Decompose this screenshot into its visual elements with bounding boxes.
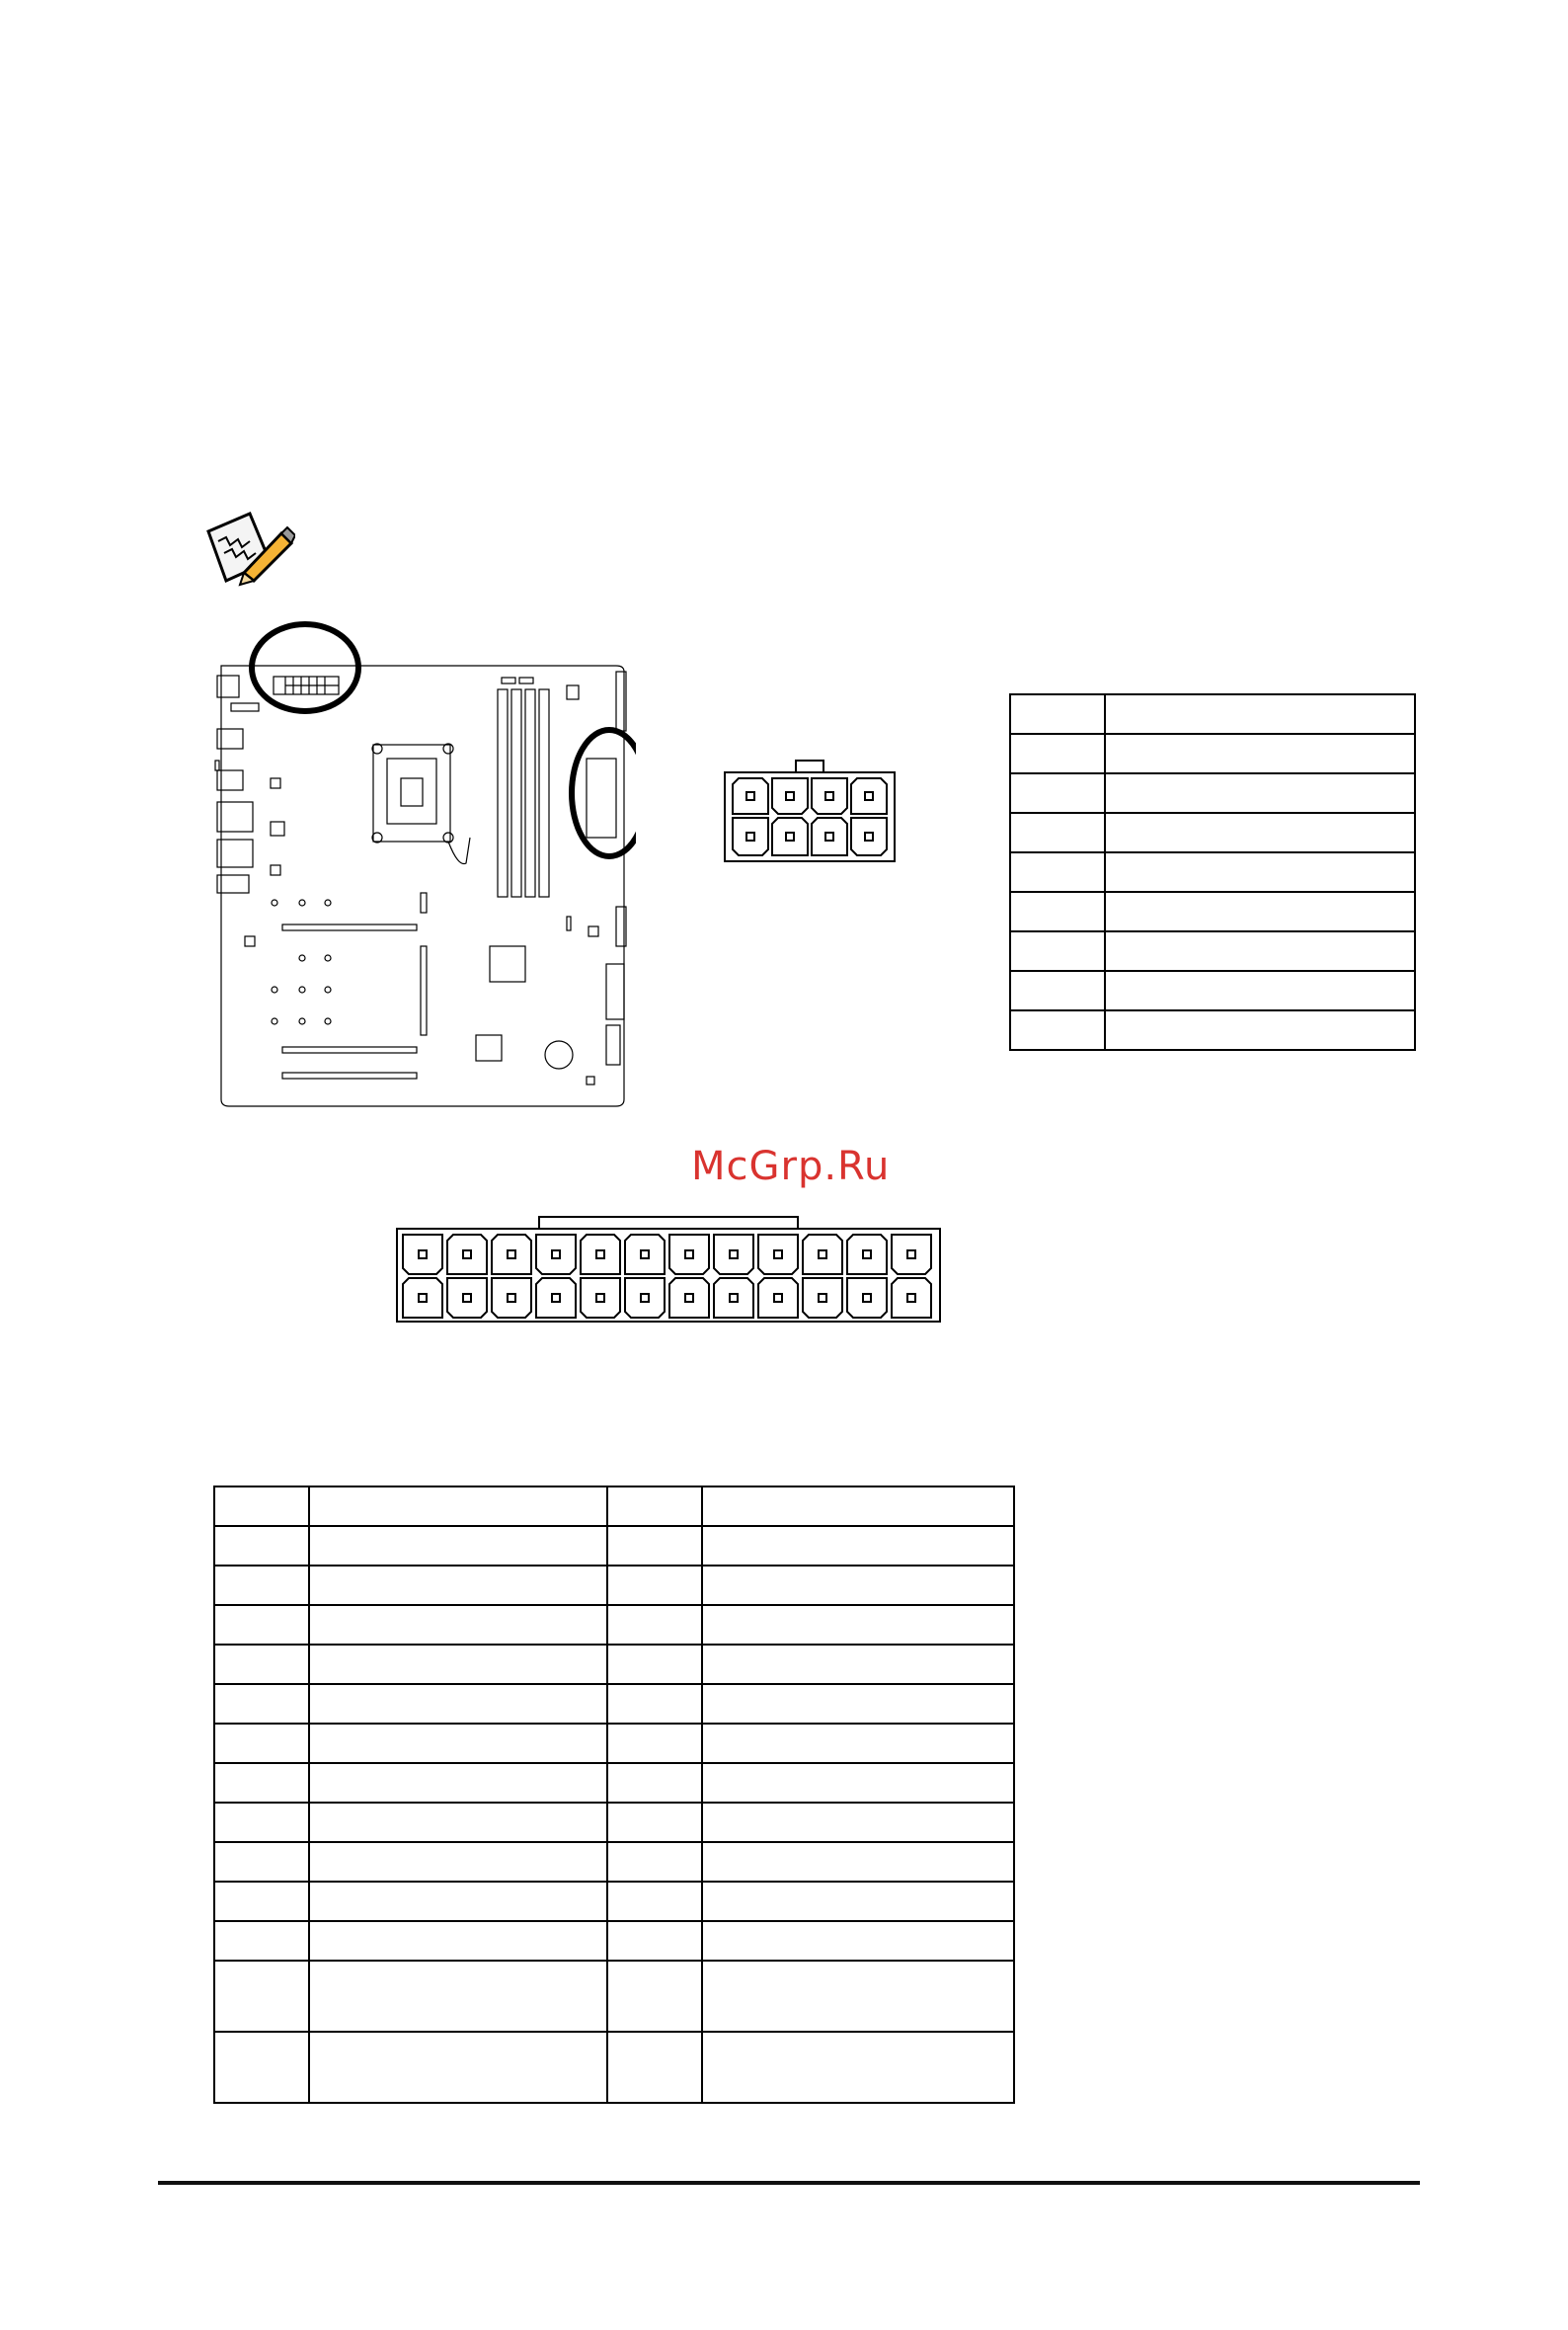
atx12v-pinout-table: [1009, 693, 1416, 1051]
connector-pin: [851, 778, 887, 814]
table-cell: [214, 1921, 309, 1961]
connector-pin: [847, 1278, 887, 1318]
table-cell: [702, 2032, 1014, 2103]
table-row: [1010, 971, 1415, 1010]
table-row: [1010, 734, 1415, 773]
pin-contact: [596, 1294, 604, 1302]
table-cell: [702, 1763, 1014, 1803]
table-cell: [702, 1645, 1014, 1684]
connector-pin: [772, 778, 808, 814]
pin-contact: [819, 1250, 826, 1258]
table-cell: [214, 2032, 309, 2103]
table-cell: [702, 1803, 1014, 1842]
board-outline: [221, 666, 624, 1106]
table-row: [214, 1526, 1014, 1566]
table-cell: [309, 1961, 607, 2032]
table-cell: [702, 1684, 1014, 1724]
table-cell: [309, 2032, 607, 2103]
watermark-text: McGrp.Ru: [691, 1144, 891, 1189]
table-cell: [1010, 971, 1105, 1010]
connector-pin: [803, 1235, 842, 1274]
table-cell: [309, 1684, 607, 1724]
table-cell: [214, 1882, 309, 1921]
table-cell: [702, 1882, 1014, 1921]
atx24-header: [587, 759, 616, 838]
atx-pinout-table: [213, 1486, 1015, 2104]
pin-contact: [863, 1250, 871, 1258]
pin-contact: [596, 1250, 604, 1258]
table-row: [214, 1486, 1014, 1526]
connector-pin: [581, 1278, 620, 1318]
pin-contact: [419, 1250, 427, 1258]
pin-contact: [641, 1250, 649, 1258]
table-cell: [702, 1486, 1014, 1526]
table-cell: [214, 1684, 309, 1724]
table-row: [214, 1605, 1014, 1645]
table-row: [1010, 852, 1415, 892]
table-cell: [702, 1566, 1014, 1605]
note-pencil-icon: [200, 510, 295, 589]
table-cell: [607, 1803, 702, 1842]
table-cell: [214, 1566, 309, 1605]
table-cell: [702, 1526, 1014, 1566]
pin-contact: [786, 833, 794, 841]
connector-pin: [758, 1278, 798, 1318]
table-cell: [607, 1605, 702, 1645]
pin-contact: [907, 1294, 915, 1302]
pin-contact: [746, 792, 754, 800]
table-cell: [214, 1645, 309, 1684]
rear-io-port: [217, 676, 239, 697]
table-cell: [702, 1605, 1014, 1645]
connector-pin: [772, 818, 808, 855]
table-cell: [214, 1724, 309, 1763]
connector-pin: [492, 1278, 531, 1318]
table-cell: [607, 1566, 702, 1605]
connector-pin: [847, 1235, 887, 1274]
connector-pin: [812, 818, 847, 855]
pcie-slot: [282, 924, 417, 930]
table-cell: [309, 1882, 607, 1921]
pin-contact: [865, 792, 873, 800]
table-cell: [1010, 931, 1105, 971]
table-cell: [702, 1961, 1014, 2032]
connector-pin: [447, 1235, 487, 1274]
pin-contact: [552, 1294, 560, 1302]
table-row: [214, 1566, 1014, 1605]
connector-pin: [733, 778, 768, 814]
table-row: [214, 2032, 1014, 2103]
table-cell: [309, 1645, 607, 1684]
pin-contact: [685, 1250, 693, 1258]
connector-pin: [714, 1235, 753, 1274]
pin-contact: [419, 1294, 427, 1302]
table-cell: [309, 1605, 607, 1645]
table-cell: [607, 1763, 702, 1803]
table-row: [1010, 773, 1415, 813]
table-cell: [1105, 773, 1415, 813]
motherboard-layout-diagram: [211, 620, 636, 1108]
connector-pin: [851, 818, 887, 855]
table-row: [214, 1803, 1014, 1842]
table-row: [1010, 931, 1415, 971]
table-cell: [702, 1842, 1014, 1882]
pin-contact: [774, 1250, 782, 1258]
table-row: [214, 1882, 1014, 1921]
pcie-slot: [282, 1047, 417, 1053]
dimm-slot: [539, 689, 549, 897]
cpu-socket: [373, 745, 450, 842]
table-cell: [607, 2032, 702, 2103]
table-cell: [607, 1882, 702, 1921]
pin-contact: [552, 1250, 560, 1258]
pin-contact: [774, 1294, 782, 1302]
chipset: [490, 946, 525, 982]
table-cell: [214, 1605, 309, 1645]
rear-io-port: [217, 802, 253, 832]
pin-contact: [907, 1250, 915, 1258]
table-row: [214, 1961, 1014, 2032]
table-row: [1010, 892, 1415, 931]
pin-contact: [463, 1250, 471, 1258]
table-cell: [702, 1921, 1014, 1961]
table-row: [214, 1921, 1014, 1961]
pin-contact: [819, 1294, 826, 1302]
table-cell: [309, 1526, 607, 1566]
table-cell: [1105, 931, 1415, 971]
connector-pin: [733, 818, 768, 855]
table-row: [214, 1763, 1014, 1803]
connector-pin: [403, 1278, 442, 1318]
pin-contact: [863, 1294, 871, 1302]
pin-contact: [641, 1294, 649, 1302]
table-cell: [1010, 1010, 1105, 1050]
footer-rule: [158, 2181, 1420, 2185]
connector-pin: [447, 1278, 487, 1318]
table-cell: [309, 1486, 607, 1526]
table-cell: [309, 1803, 607, 1842]
table-row: [214, 1645, 1014, 1684]
table-cell: [1010, 892, 1105, 931]
table-cell: [309, 1763, 607, 1803]
connector-pin: [403, 1235, 442, 1274]
table-cell: [309, 1842, 607, 1882]
pin-contact: [730, 1294, 738, 1302]
table-cell: [1010, 734, 1105, 773]
pin-contact: [825, 792, 833, 800]
connector-pin: [714, 1278, 753, 1318]
table-row: [1010, 1010, 1415, 1050]
connector-pin: [625, 1278, 665, 1318]
table-cell: [214, 1842, 309, 1882]
table-row: [214, 1724, 1014, 1763]
connector-pin: [536, 1278, 576, 1318]
table-cell: [702, 1724, 1014, 1763]
dimm-slot: [498, 689, 508, 897]
connector-pin: [803, 1278, 842, 1318]
table-cell: [214, 1961, 309, 2032]
table-cell: [1105, 971, 1415, 1010]
pin-contact: [685, 1294, 693, 1302]
table-cell: [607, 1486, 702, 1526]
connector-pin: [892, 1278, 931, 1318]
table-cell: [607, 1645, 702, 1684]
table-cell: [1105, 892, 1415, 931]
connector-pin: [812, 778, 847, 814]
table-cell: [607, 1526, 702, 1566]
table-cell: [1105, 813, 1415, 852]
rear-io-port: [215, 761, 219, 770]
table-cell: [1105, 1010, 1415, 1050]
cmos-battery: [545, 1041, 573, 1069]
connector-pin: [536, 1235, 576, 1274]
table-cell: [214, 1486, 309, 1526]
connector-pin: [892, 1235, 931, 1274]
table-cell: [1010, 813, 1105, 852]
connector-pin: [758, 1235, 798, 1274]
table-cell: [309, 1724, 607, 1763]
connector-pin: [581, 1235, 620, 1274]
table-row: [1010, 694, 1415, 734]
table-cell: [1010, 773, 1105, 813]
pin-contact: [825, 833, 833, 841]
table-cell: [607, 1921, 702, 1961]
pin-contact: [463, 1294, 471, 1302]
rear-io-port: [217, 840, 253, 867]
table-cell: [309, 1921, 607, 1961]
connector-pin: [669, 1235, 709, 1274]
table-row: [1010, 813, 1415, 852]
dimm-slot: [511, 689, 521, 897]
pin-contact: [786, 792, 794, 800]
pin-contact: [865, 833, 873, 841]
connector-pin: [492, 1235, 531, 1274]
rear-io-port: [231, 703, 259, 711]
table-cell: [214, 1526, 309, 1566]
table-cell: [1010, 852, 1105, 892]
table-cell: [214, 1763, 309, 1803]
pcie-slot: [282, 1073, 417, 1079]
pin-contact: [508, 1250, 515, 1258]
table-cell: [607, 1724, 702, 1763]
pin-contact: [746, 833, 754, 841]
pin-contact: [508, 1294, 515, 1302]
table-cell: [1105, 734, 1415, 773]
table-cell: [309, 1566, 607, 1605]
table-cell: [607, 1842, 702, 1882]
table-cell: [607, 1684, 702, 1724]
atx24-connector-diagram: [393, 1207, 944, 1326]
table-cell: [1105, 852, 1415, 892]
connector-pin: [669, 1278, 709, 1318]
table-row: [214, 1842, 1014, 1882]
table-cell: [1105, 694, 1415, 734]
rear-io-port: [217, 875, 249, 893]
dimm-slot: [525, 689, 535, 897]
highlight-circle-atx12v: [252, 624, 358, 711]
pin-contact: [730, 1250, 738, 1258]
table-cell: [1010, 694, 1105, 734]
page-footer-fragment: [592, 2306, 731, 2330]
connector-pin: [625, 1235, 665, 1274]
atx12v-connector-diagram: [721, 747, 899, 865]
table-cell: [607, 1961, 702, 2032]
table-row: [214, 1684, 1014, 1724]
table-cell: [214, 1803, 309, 1842]
